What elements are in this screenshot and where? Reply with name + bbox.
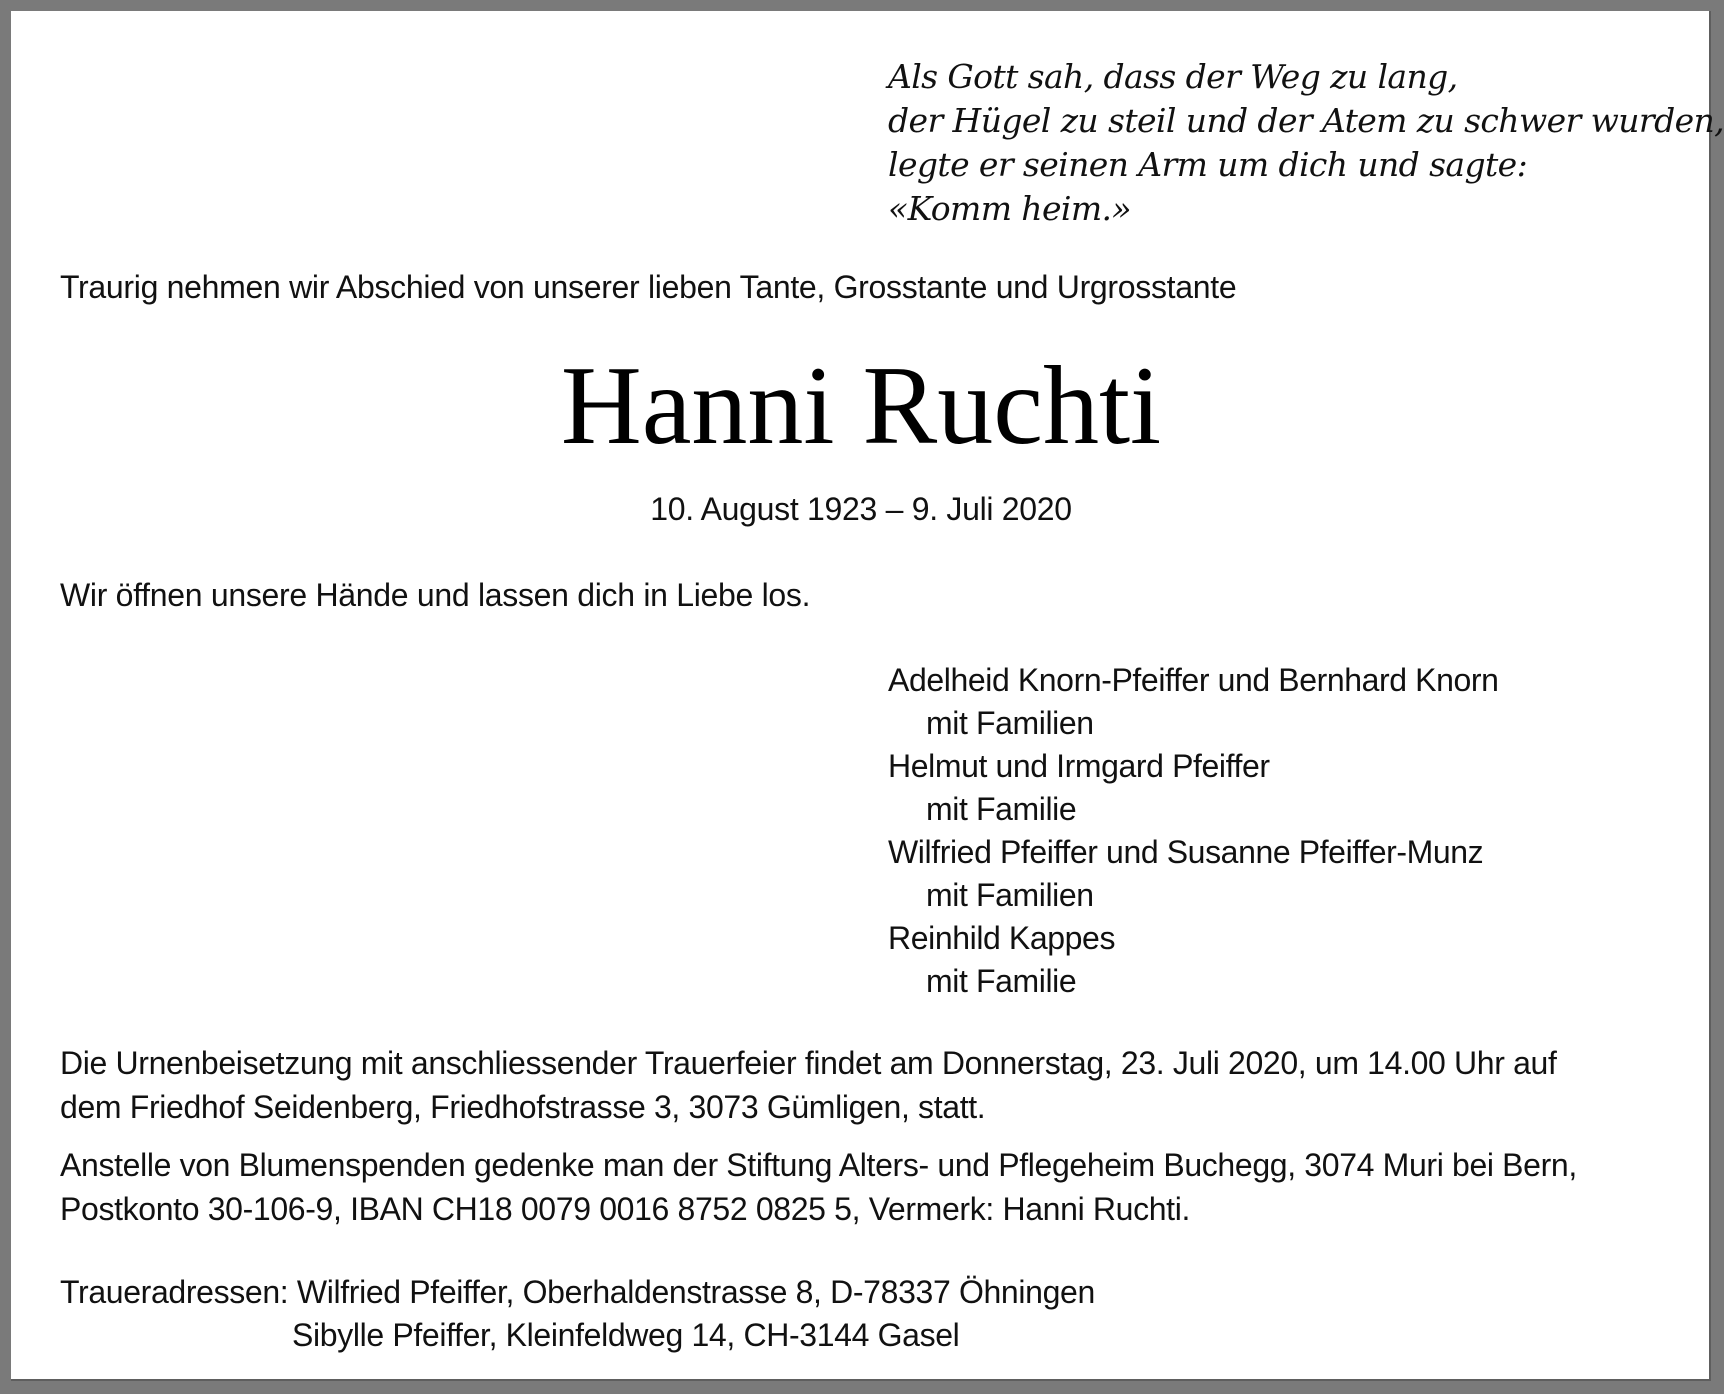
obituary-notice bbox=[11, 11, 1724, 1381]
poem bbox=[888, 55, 1724, 231]
mourner-names: Helmut und Irmgard Pfeiffer bbox=[888, 748, 1270, 784]
address-line: Traueradressen: Wilfried Pfeiffer, Oberhaldenstrasse 8, D-78337 Öhningen bbox=[60, 1274, 1095, 1310]
motto-text: Wir öffnen unsere Hände und lassen dich in Liebe los. bbox=[60, 577, 811, 613]
service-line: dem Friedhof Seidenberg, Friedhofstrasse 3, 3073 Gümligen, statt. bbox=[60, 1089, 986, 1125]
intro-text: Traurig nehmen wir Abschied von unserer lieben Tante, Grosstante und Urgrosstante bbox=[60, 269, 1237, 305]
mourner-family: mit Familien bbox=[926, 877, 1094, 913]
mourner-names: Reinhild Kappes bbox=[888, 920, 1116, 956]
mourning-addresses bbox=[60, 1271, 1095, 1357]
poem-line: der Hügel zu steil und der Atem zu schwer wurden, bbox=[888, 101, 1724, 140]
mourner-names: Adelheid Knorn-Pfeiffer und Bernhard Knorn bbox=[888, 662, 1499, 698]
donation-line: Postkonto 30-106-9, IBAN CH18 0079 0016 8752 0825 5, Vermerk: Hanni Ruchti. bbox=[60, 1191, 1191, 1227]
donation-line: Anstelle von Blumenspenden gedenke man der Stiftung Alters- und Pflegeheim Buchegg, 3074 Muri bei Bern, bbox=[60, 1147, 1577, 1183]
mourner-family: mit Familie bbox=[926, 963, 1077, 999]
life-dates: 10. August 1923 – 9. Juli 2020 bbox=[650, 491, 1072, 527]
poem-line: «Komm heim.» bbox=[888, 189, 1132, 228]
service-info bbox=[60, 1041, 1680, 1129]
mourner-family: mit Familien bbox=[926, 705, 1094, 741]
service-line: Die Urnenbeisetzung mit anschliessender Trauerfeier findet am Donnerstag, 23. Juli 2020, um 14.00 Uhr auf bbox=[60, 1045, 1557, 1081]
donation-info bbox=[60, 1143, 1680, 1231]
mourner-family: mit Familie bbox=[926, 791, 1077, 827]
poem-line: Als Gott sah, dass der Weg zu lang, bbox=[888, 57, 1458, 96]
poem-line: legte er seinen Arm um dich und sagte: bbox=[888, 145, 1528, 184]
deceased-name: Hanni Ruchti bbox=[560, 344, 1162, 468]
address-line: Sibylle Pfeiffer, Kleinfeldweg 14, CH-3144 Gasel bbox=[292, 1317, 960, 1353]
mourner-names: Wilfried Pfeiffer und Susanne Pfeiffer-Munz bbox=[888, 834, 1484, 870]
mourners-list bbox=[888, 659, 1499, 1003]
